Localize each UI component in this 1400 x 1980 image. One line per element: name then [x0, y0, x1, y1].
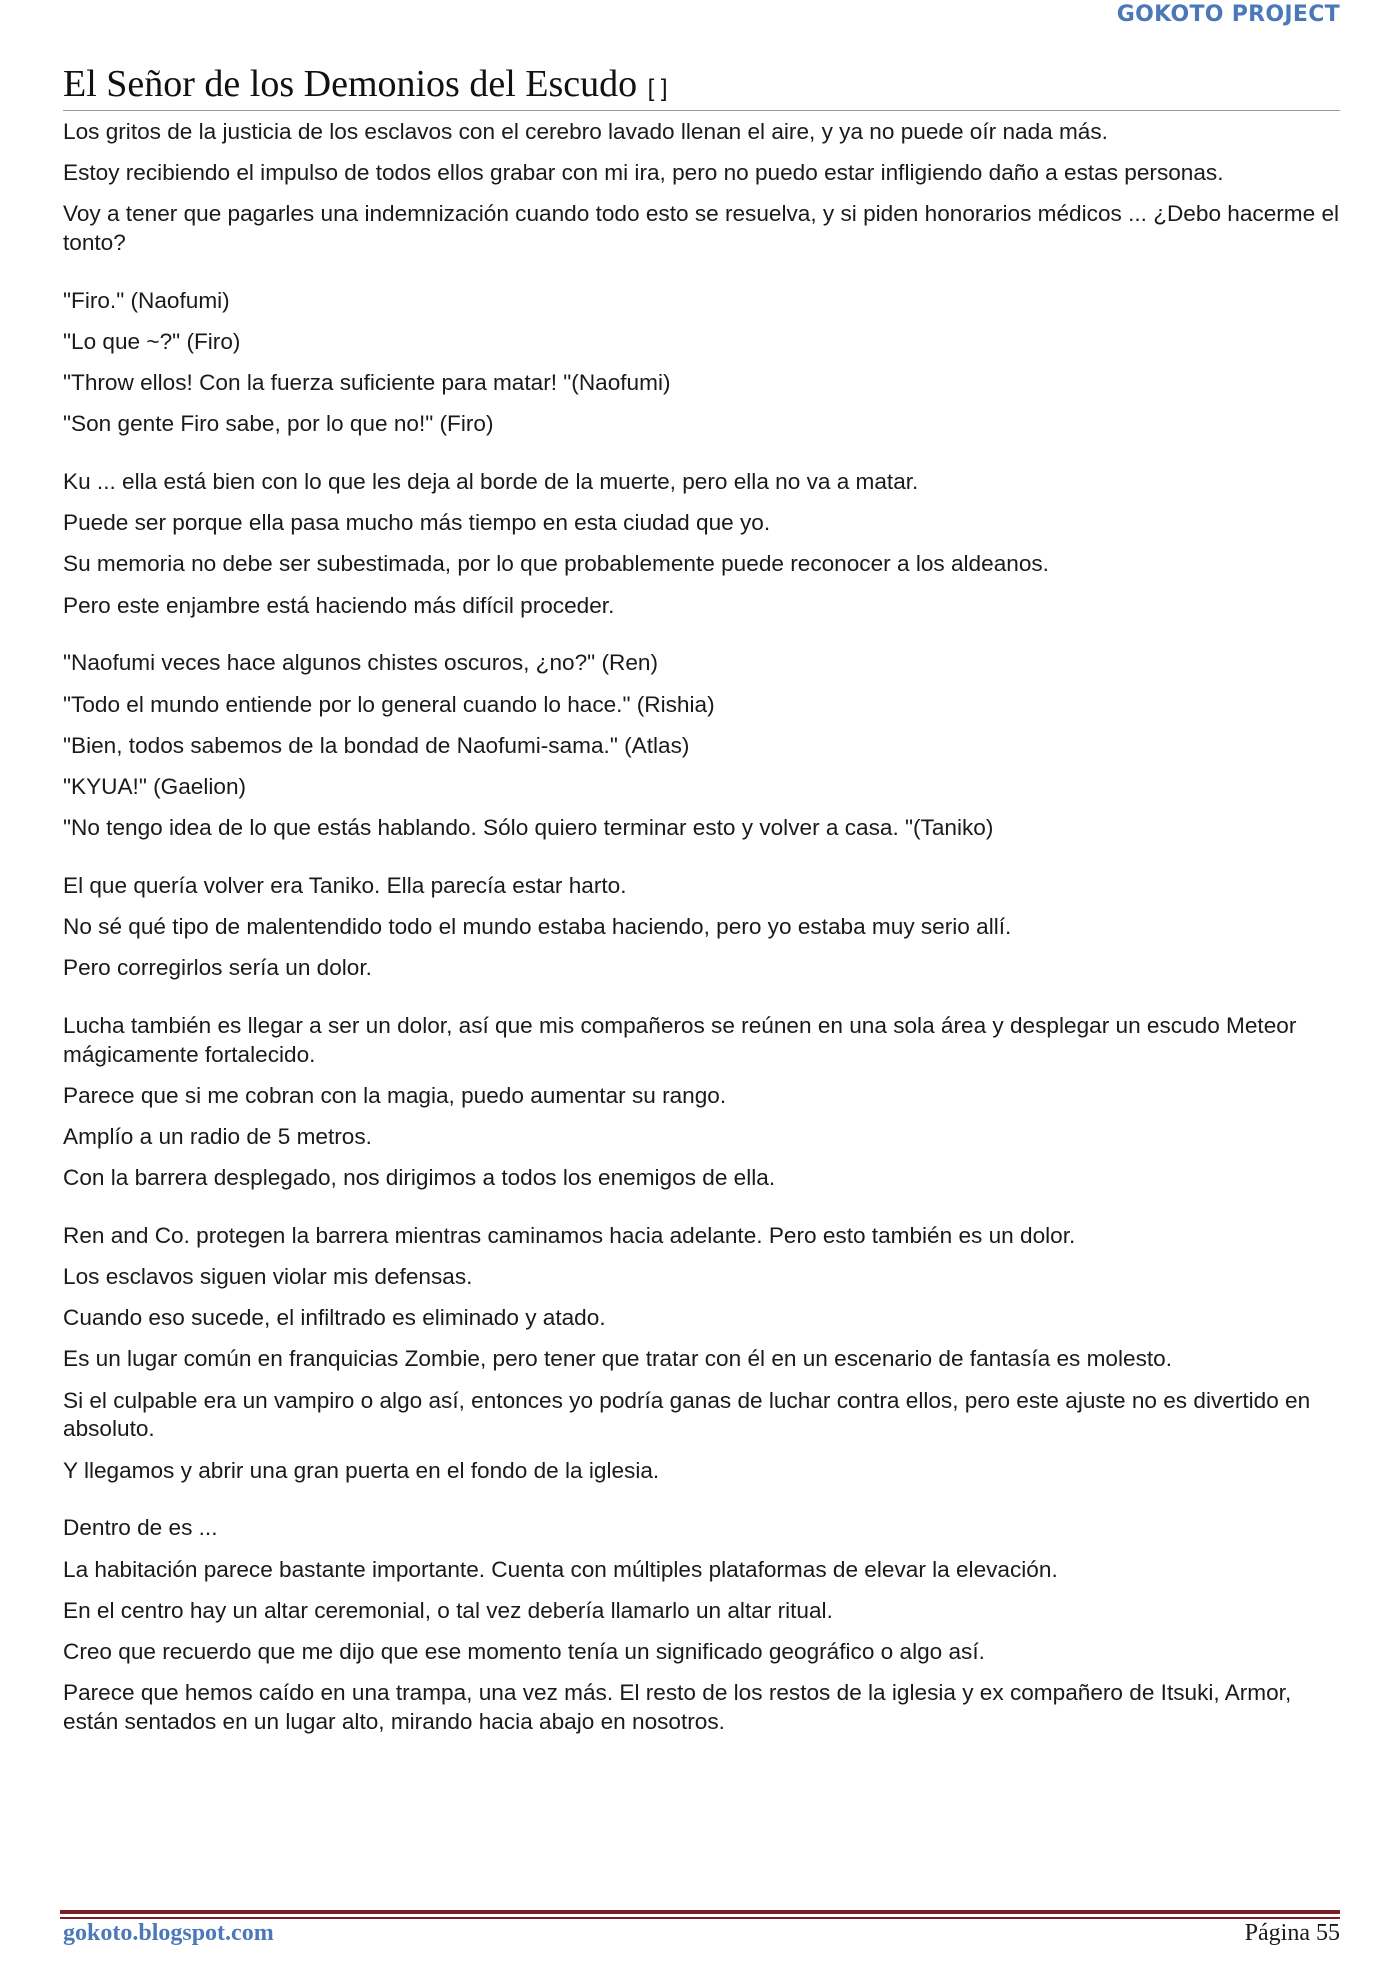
footer-rule-thin	[60, 1917, 1340, 1919]
paragraph: Amplío a un radio de 5 metros.	[63, 1124, 372, 1150]
document-body	[63, 118, 1340, 1749]
paragraph: "Naofumi veces hace algunos chistes oscuros, ¿no?" (Ren)	[63, 650, 658, 676]
paragraph: Estoy recibiendo el impulso de todos ellos grabar con mi ira, pero no puedo estar infligiendo daño a estas personas.	[63, 160, 1224, 186]
paragraph: "Son gente Firo sabe, por lo que no!" (Firo)	[63, 411, 494, 437]
paragraph: "No tengo idea de lo que estás hablando. Sólo quiero terminar esto y volver a casa. "(Taniko)	[63, 815, 994, 841]
paragraph: Su memoria no debe ser subestimada, por lo que probablemente puede reconocer a los aldeanos.	[63, 551, 1049, 577]
paragraph: Pero este enjambre está haciendo más difícil proceder.	[63, 592, 615, 618]
paragraph: "Lo que ~?" (Firo)	[63, 329, 241, 355]
title-row	[63, 62, 1340, 111]
paragraph: Con la barrera desplegado, nos dirigimos a todos los enemigos de ella.	[63, 1165, 776, 1191]
project-label: GOKOTO PROJECT	[1116, 2, 1340, 27]
paragraph: Y llegamos y abrir una gran puerta en el fondo de la iglesia.	[63, 1457, 660, 1483]
paragraph: El que quería volver era Taniko. Ella parecía estar harto.	[63, 872, 627, 898]
paragraph: La habitación parece bastante importante. Cuenta con múltiples plataformas de elevar la elevación.	[63, 1556, 1058, 1582]
paragraph: Cuando eso sucede, el infiltrado es eliminado y atado.	[63, 1305, 606, 1331]
paragraph: Lucha también es llegar a ser un dolor, así que mis compañeros se reúnen en una sola área y desplegar un escudo Meteor mágicamente fortalecido.	[63, 1012, 1297, 1067]
footer-url-link[interactable]: gokoto.blogspot.com	[63, 1920, 274, 1946]
paragraph: "Todo el mundo entiende por lo general cuando lo hace." (Rishia)	[63, 691, 715, 717]
title-bracket: [ ]	[647, 75, 668, 102]
paragraph: Voy a tener que pagarles una indemnización cuando todo esto se resuelva, y si piden honorarios médicos ... ¿Debo hacerme el tonto?	[63, 201, 1340, 256]
paragraph: "Throw ellos! Con la fuerza suficiente para matar! "(Naofumi)	[63, 370, 671, 396]
paragraph: En el centro hay un altar ceremonial, o tal vez debería llamarlo un altar ritual.	[63, 1597, 833, 1623]
page-number: Página 55	[1244, 1920, 1340, 1946]
paragraph: Los gritos de la justicia de los esclavos con el cerebro lavado llenan el aire, y ya no puede oír nada más.	[63, 119, 1108, 144]
paragraph: Parece que si me cobran con la magia, puedo aumentar su rango.	[63, 1082, 727, 1108]
paragraph: Dentro de es ...	[63, 1515, 218, 1541]
paragraph: "Firo." (Naofumi)	[63, 287, 230, 313]
paragraph: Puede ser porque ella pasa mucho más tiempo en esta ciudad que yo.	[63, 510, 771, 536]
paragraph: Si el culpable era un vampiro o algo así, entonces yo podría ganas de luchar contra ellos, pero este ajuste no es divertido en absoluto.	[63, 1387, 1311, 1442]
page-title: El Señor de los Demonios del Escudo	[63, 63, 638, 105]
paragraph: Los esclavos siguen violar mis defensas.	[63, 1264, 473, 1290]
footer-rule-thick	[60, 1910, 1340, 1914]
paragraph: Ku ... ella está bien con lo que les deja al borde de la muerte, pero ella no va a matar.	[63, 469, 919, 495]
paragraph: "Bien, todos sabemos de la bondad de Naofumi-sama." (Atlas)	[63, 732, 690, 758]
paragraph: Ren and Co. protegen la barrera mientras caminamos hacia adelante. Pero esto también es un dolor.	[63, 1222, 1076, 1248]
paragraph: Pero corregirlos sería un dolor.	[63, 955, 372, 981]
paragraph: "KYUA!" (Gaelion)	[63, 773, 247, 799]
paragraph: Es un lugar común en franquicias Zombie, pero tener que tratar con él en un escenario de fantasía es molesto.	[63, 1346, 1172, 1372]
paragraph: No sé qué tipo de malentendido todo el mundo estaba haciendo, pero yo estaba muy serio allí.	[63, 913, 1012, 939]
paragraph: Creo que recuerdo que me dijo que ese momento tenía un significado geográfico o algo así.	[63, 1638, 985, 1664]
paragraph: Parece que hemos caído en una trampa, una vez más. El resto de los restos de la iglesia y ex compañero de Itsuki, Armor, están sentados en un lugar alto, mirando hacia abajo en nosotros.	[63, 1680, 1292, 1734]
